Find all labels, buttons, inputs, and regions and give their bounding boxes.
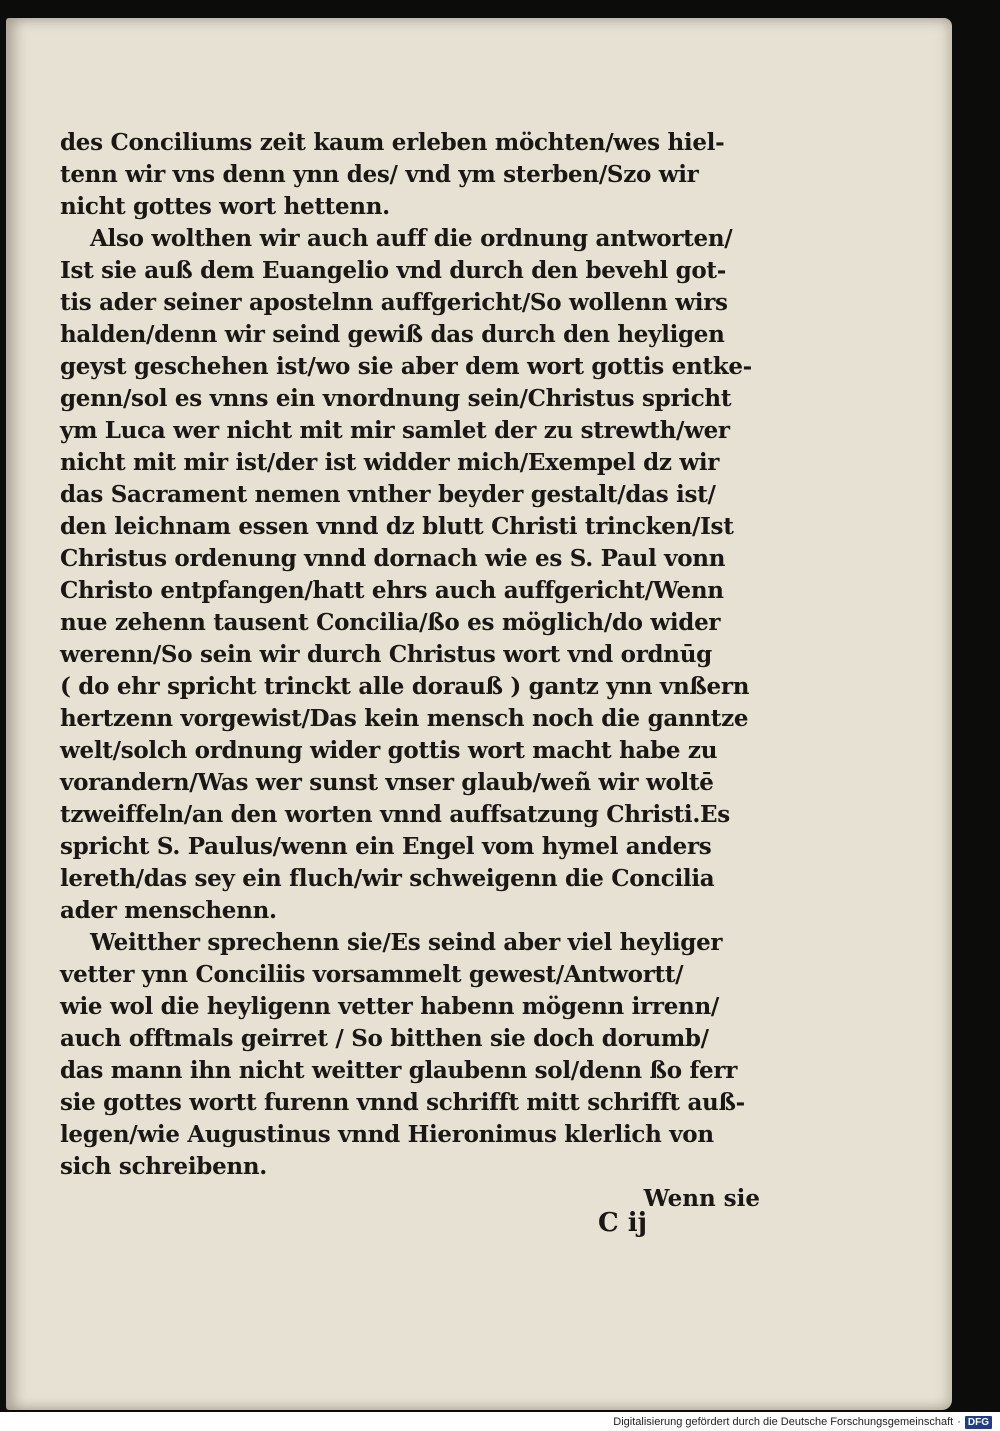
text-line: vetter ynn Conciliis vorsammelt gewest/Antwortt/	[60, 961, 684, 988]
catchword: Wenn sie	[643, 1185, 760, 1212]
text-line: des Conciliums zeit kaum erleben möchten/wes hiel-	[60, 129, 725, 156]
text-line: legen/wie Augustinus vnnd Hieronimus klerlich von	[60, 1121, 714, 1148]
text-line: Weitther sprechenn sie/Es seind aber viel heyliger	[90, 929, 723, 956]
text-line: ( do ehr spricht trinckt alle dorauß ) gantz ynn vnßern	[60, 673, 750, 700]
text-line: genn/sol es vnns ein vnordnung sein/Christus spricht	[60, 385, 732, 412]
text-line: nicht mit mir ist/der ist widder mich/Exempel dz wir	[60, 449, 720, 476]
text-line: Also wolthen wir auch auff die ordnung antworten/	[90, 225, 733, 252]
text-line: welt/solch ordnung wider gottis wort macht habe zu	[60, 737, 718, 764]
text-line: spricht S. Paulus/wenn ein Engel vom hymel anders	[60, 833, 712, 860]
text-line: auch offtmals geirret / So bitthen sie doch dorumb/	[60, 1025, 709, 1052]
text-line: das mann ihn nicht weitter glaubenn sol/denn ßo ferr	[60, 1057, 738, 1084]
page-text	[60, 127, 760, 1215]
footer-credit: Digitalisierung gefördert durch die Deutsche Forschungsgemeinschaft	[613, 1416, 954, 1428]
text-line: den leichnam essen vnnd dz blutt Christi trincken/Ist	[60, 513, 734, 540]
catchword-row	[60, 1183, 760, 1215]
text-line: hertzenn vorgewist/Das kein mensch noch die ganntze	[60, 705, 749, 732]
text-line: tis ader seiner apostelnn auffgericht/So wollenn wirs	[60, 289, 728, 316]
digitization-footer	[613, 1413, 992, 1431]
text-line: tenn wir vns denn ynn des/ vnd ym sterben/Szo wir	[60, 161, 699, 188]
text-line: lereth/das sey ein fluch/wir schweigenn die Concilia	[60, 865, 715, 892]
text-line: wie wol die heyligenn vetter habenn mögenn irrenn/	[60, 993, 719, 1020]
footer-separator: ·	[957, 1416, 961, 1428]
text-line: halden/denn wir seind gewiß das durch den heyligen	[60, 321, 725, 348]
text-line: sich schreibenn.	[60, 1153, 267, 1180]
text-line: nue zehenn tausent Concilia/ßo es möglich/do wider	[60, 609, 721, 636]
text-line: nicht gottes wort hettenn.	[60, 193, 390, 220]
text-line: tzweiffeln/an den worten vnnd auffsatzung Christi.Es	[60, 801, 730, 828]
text-line: geyst geschehen ist/wo sie aber dem wort gottis entke-	[60, 353, 752, 380]
text-line: sie gottes wortt furenn vnnd schrifft mitt schrifft auß-	[60, 1089, 745, 1116]
text-line: vorandern/Was wer sunst vnser glaub/weñ wir woltē	[60, 769, 714, 796]
text-line: Christo entpfangen/hatt ehrs auch auffgericht/Wenn	[60, 577, 724, 604]
signature-mark: C ij	[598, 1208, 648, 1238]
text-line: Christus ordenung vnnd dornach wie es S. Paul vonn	[60, 545, 726, 572]
text-line: ader menschenn.	[60, 897, 277, 924]
text-line: das Sacrament nemen vnther beyder gestalt/das ist/	[60, 481, 716, 508]
dfg-logo: DFG	[965, 1416, 992, 1429]
text-line: werenn/So sein wir durch Christus wort vnd ordnūg	[60, 641, 712, 668]
text-line: Ist sie auß dem Euangelio vnd durch den bevehl got-	[60, 257, 726, 284]
text-line: ym Luca wer nicht mit mir samlet der zu strewth/wer	[60, 417, 730, 444]
